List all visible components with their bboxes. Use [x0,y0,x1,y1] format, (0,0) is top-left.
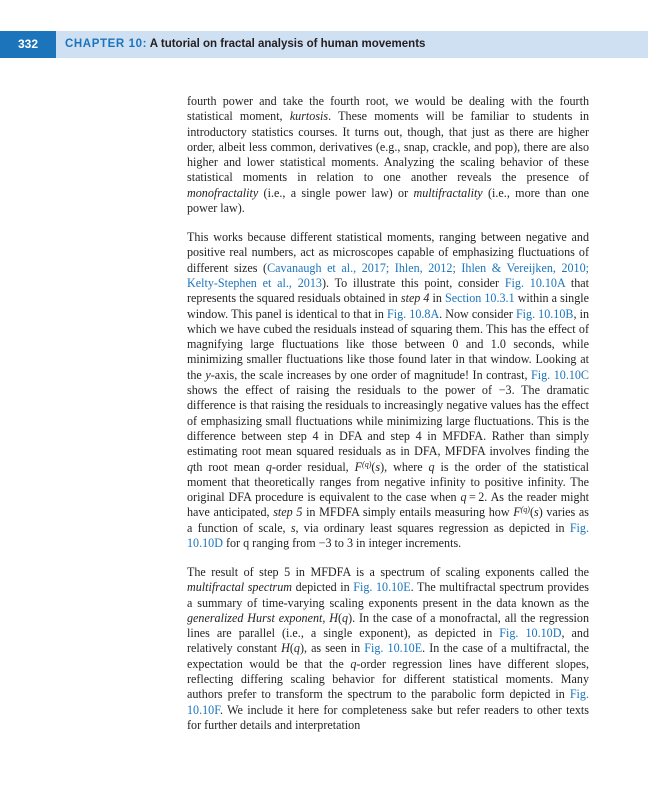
italic-text: monofractality [187,185,259,200]
italic-text: q [293,641,300,656]
text-run: in MFDFA simply entails measuring how [302,505,514,520]
cross-reference-link[interactable]: Fig. 10.10C [531,367,590,382]
text-run: -order regression lines have different slopes, reflecting differing scaling behavior for different statistical moments. Many authors prefer to transform the spectrum to the parabolic form depicted in [187,656,589,702]
cross-reference-link[interactable]: Fig. 10.10B [515,306,574,321]
text-run: depicted in [292,580,354,595]
italic-text: q [460,490,467,505]
italic-text: multifractal spectrum [187,580,293,595]
chapter-title: A tutorial on fractal analysis of human movements [149,38,426,50]
italic-text: s [533,505,539,520]
italic-text: q [187,459,194,474]
italic-text: step 4 [400,291,430,306]
italic-text: kurtosis [289,109,329,124]
text-run: -order residual, [271,459,355,474]
cross-reference-link[interactable]: Cavanaugh et al., 2017; Ihlen, 2012; Ihlen & Vereijken, 2010; Kelty-Stephen et al., 2013 [187,260,590,290]
cross-reference-link[interactable]: Fig. 10.10E [353,580,411,595]
text-run: ( [529,505,534,520]
italic-text: y [205,367,211,382]
text-run: . We include it here for completeness sake but refer readers to other texts for further details and interpretation [187,702,589,732]
italic-text: F [354,459,363,474]
running-header [0,31,648,58]
paragraph-3 [187,565,589,733]
italic-text: q [265,459,272,474]
italic-text: s [375,459,381,474]
paragraph-1 [187,94,589,216]
text-run: ( [337,610,343,625]
text-run: (i.e., a single power law) or [258,185,414,200]
text-run: shows the effect of raising the residuals to the power of −3. The dramatic difference is that raising the residuals to increasingly negative values has the effect of emphasizing small fluctuations while minimizing large fluctuations. This is the difference between step 4 in DFA and step 4 in MFDFA. Rather than simply estimating root mean squared residuals as in DFA, MFDFA involves finding the [187,383,589,459]
italic-text: s [290,520,296,535]
text-run: (i.e., more than one power law). [187,185,589,216]
text-run: th root mean [193,459,266,474]
cross-reference-link[interactable]: Fig. 10.10F [187,687,589,717]
cross-reference-link[interactable]: Fig. 10.10D [187,520,589,550]
italic-text: multifractality [413,185,483,200]
text-run: ( [371,459,376,474]
italic-text: H [281,641,290,656]
text-run: ) varies as a function of scale, [187,505,589,535]
italic-text: F [513,505,521,520]
text-run: ), as seen in [299,641,365,656]
cross-reference-link[interactable]: Fig. 10.10E [364,641,423,656]
italic-text: step 5 [273,505,303,520]
superscript-text: (q) [362,459,372,469]
text-run: within a single window. This panel is identical to that in [187,291,589,321]
text-run: This works because different statistical moments, ranging between negative and positive real numbers, act as microscopes capable of emphasizing fluctuations of different sizes ( [187,230,589,275]
text-run: for q ranging from −3 to 3 in integer increments. [222,536,462,550]
chapter-label: CHAPTER 10: [65,38,148,50]
body-text [187,94,589,747]
text-run: is the order of the statistical moment that theoretically ranges from negative infinity to positive infinity. The original DFA procedure is equivalent to the case when [187,459,589,505]
paragraph-2 [187,230,589,551]
text-run: fourth power and take the fourth root, we would be dealing with the fourth statistical moment, [187,94,589,124]
text-run: , in which we have cubed the residuals instead of squaring them. This has the effect of magnifying large fluctuations like those between 0 and 1.0 seconds, while minimizing smaller fluctuations like those found later in that window. Looking at the [187,306,589,382]
text-run: , via ordinary least squares regression as depicted in [295,520,570,535]
text-run: ). In the case of a monofractal, all the regression lines are parallel (i.e., a single exponent), as depicted in [187,610,589,641]
text-run: that represents the squared residuals obtained in [187,275,589,306]
italic-text: q [350,656,357,671]
superscript-text: (q) [520,505,530,515]
italic-text: q [428,459,435,474]
cross-reference-link[interactable]: Fig. 10.8A [387,306,440,321]
text-run: ( [289,641,294,656]
text-run: . In the case of a multifractal, the expectation would be that the [187,641,590,671]
text-run: . The multifractal spectrum provides a summary of time-varying scaling exponents present in the data known as the [187,580,589,610]
cross-reference-link[interactable]: Fig. 10.10D [499,626,562,641]
italic-text: generalized Hurst exponent, H [187,610,338,625]
text-run: = 2. As the reader might have anticipated, [187,490,589,520]
page-number: 332 [0,31,56,58]
cross-reference-link[interactable]: Section 10.3.1 [445,291,515,306]
text-run: , and relatively constant [187,626,589,656]
text-run: -axis, the scale increases by one order of magnitude! In contrast, [210,367,532,382]
text-run: ). To illustrate this point, consider [321,275,505,290]
text-run: The result of step 5 in MFDFA is a spectrum of scaling exponents called the [187,564,589,579]
text-run: ), where [380,459,429,474]
chapter-heading [65,31,425,58]
italic-text: q [342,610,349,625]
cross-reference-link[interactable]: Fig. 10.10A [504,275,566,290]
text-run: . These moments will be familiar to students in introductory statistics courses. It turns out, though, that just as there are higher order, albeit less common, derivatives (e.g., snap, crackle, and pop), there are also higher and lower statistical moments. Analyzing the scaling behavior of these statistical moments in relation to one another reveals the presence of [187,109,589,185]
text-run: . Now consider [439,306,516,321]
text-run: in [429,291,446,306]
